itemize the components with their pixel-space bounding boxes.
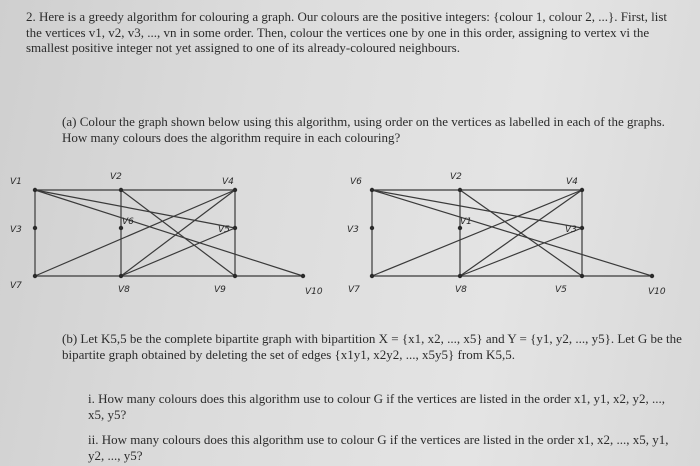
graph1-vertex [233,188,237,192]
graph2-label-v10: V10 [648,287,666,297]
problem-intro-text: Here is a greedy algorithm for colouring a graph. Our colours are the positive integers: {colour 1, colour 2, ...}. First, list the vertices v1, v2, v3, ..., vn in some order. Then, colour the vertices one by one in this order, assigning to vertex vi the smallest positive integer not yet assigned to one of its already-coloured neighbours. [26,9,668,55]
graph-1 [10,172,323,297]
graph1-vertex [33,226,37,230]
part-b-i-text: How many colours does this algorithm use to colour G if the vertices are listed in the order x1, y1, x2, y2, ..., x5, y5? [88,391,665,422]
graph2-label-v3b: V3 [565,225,577,235]
graph1-label-v7: V7 [10,281,22,291]
graph1-label-v6: V6 [122,217,134,227]
graph1-vertex [119,188,123,192]
graph2-vertex [370,274,374,278]
graph2-label-v4: V4 [566,177,578,187]
graph2-label-v8: V8 [455,285,467,295]
graph2-label-v3a: V3 [347,225,359,235]
graph1-vertex [33,188,37,192]
graph1-label-v1: V1 [10,177,22,187]
graph2-vertex [458,188,462,192]
part-a-text: Colour the graph shown below using this algorithm, using order on the vertices as labelled in each of the graphs. How many colours does the algorithm require in each colouring? [62,114,665,145]
part-b-label: (b) [62,331,78,346]
graph1-label-v2: V2 [110,172,122,182]
graph2-vertex [370,226,374,230]
graph2-vertex [458,274,462,278]
graph1-label-v10: V10 [305,287,323,297]
graph2-label-v2: V2 [450,172,462,182]
graph2-vertex [580,188,584,192]
graph1-vertex [233,274,237,278]
part-b-ii-text: How many colours does this algorithm use to colour G if the vertices are listed in the order x1, x2, ..., x5, y1, y2, ..., y5? [88,432,669,463]
graph1-label-v4: V4 [222,177,234,187]
problem-number: 2. [26,9,36,24]
problem-2-intro [26,9,676,56]
graph2-label-v5: V5 [555,285,567,295]
graph2-vertex [650,274,654,278]
graph1-label-v5: V5 [218,225,230,235]
part-a [62,114,672,145]
graph2-vertex [580,226,584,230]
graph-2 [347,172,666,297]
graphs-figure [0,160,700,310]
graph1-vertex [301,274,305,278]
part-a-label: (a) [62,114,77,129]
graph1-label-v9: V9 [214,285,226,295]
graph1-vertex [233,226,237,230]
graph2-label-v1: V1 [460,217,472,227]
graph1-vertex [33,274,37,278]
graph1-label-v3: V3 [10,225,22,235]
part-b-i-label: i. [88,391,95,406]
graph2-label-v7: V7 [348,285,360,295]
graph2-vertex [580,274,584,278]
graph1-label-v8: V8 [118,285,130,295]
part-b-ii [88,432,678,463]
part-b [62,331,682,362]
graph2-label-v6: V6 [350,177,362,187]
part-b-ii-label: ii. [88,432,99,447]
graph1-vertex [119,274,123,278]
graph2-vertex [370,188,374,192]
part-b-text: Let K5,5 be the complete bipartite graph with bipartition X = {x1, x2, ..., x5} and Y = {y1, y2, ..., y5}. Let G be the bipartite graph obtained by deleting the set of edges {x1y1, x2y2, ..., x5y5} from K5,5. [62,331,682,362]
part-b-i [88,391,678,422]
